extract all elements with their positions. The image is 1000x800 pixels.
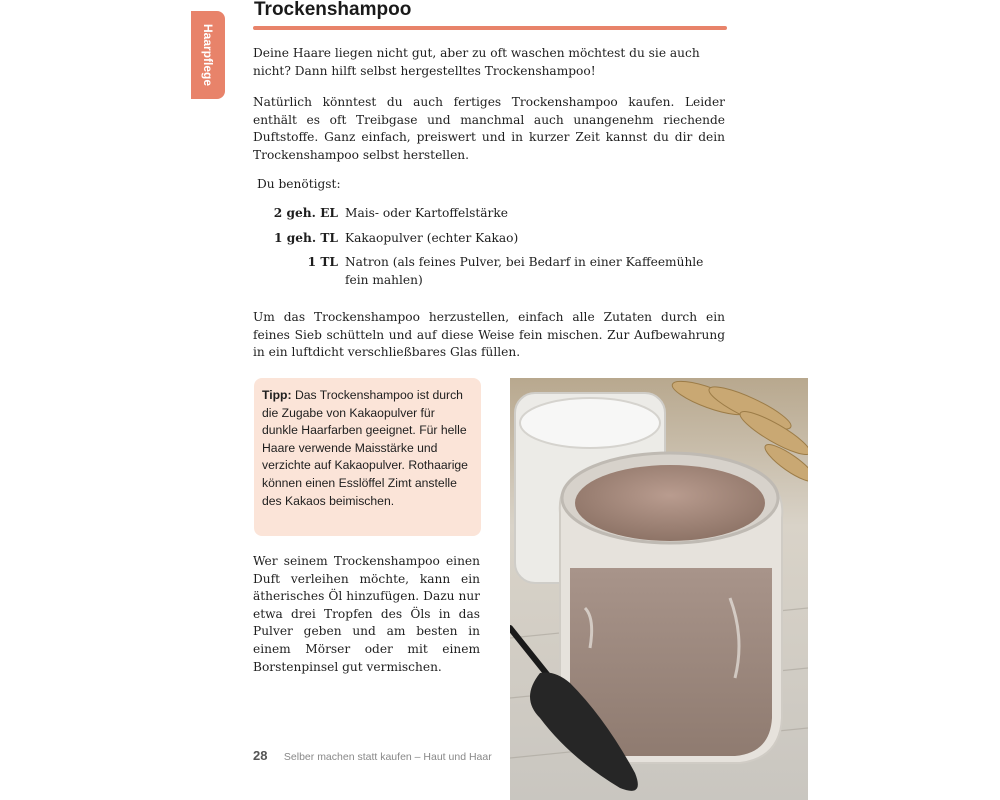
tip-text — [262, 387, 473, 510]
body-paragraph-2: Natürlich könntest du auch fertiges Trockenshampoo kaufen. Leider enthält es oft Treibgase und manchmal auch unangenehm riechende Duftstoffe. Ganz einfach, preiswert und in kurzer Zeit kannst du dir dein Trockenshampoo selbst herstellen. — [253, 95, 725, 162]
ingredient-quantity: 2 geh. EL — [273, 206, 338, 220]
title-underline — [253, 26, 727, 30]
body-paragraph-3: Um das Trockenshampoo herzustellen, einfach alle Zutaten durch ein feines Sieb schütteln und auf diese Weise fein mischen. Zur Aufbewahrung in ein luftdicht verschließbares Glas füllen. — [253, 310, 725, 360]
ingredient-row — [253, 205, 733, 223]
ingredient-row — [253, 230, 733, 248]
ingredient-description: Natron (als feines Pulver, bei Bedarf in einer Kaffeemühle fein mahlen) — [345, 255, 704, 287]
ingredient-description: Mais- oder Kartoffelstärke — [345, 206, 508, 220]
ingredients-label: Du benötigst: — [257, 177, 341, 191]
page-footer — [253, 747, 492, 765]
ingredient-quantity: 1 geh. TL — [274, 230, 338, 245]
tip-body: Das Trockenshampoo ist durch die Zugabe von Kakaopulver für dunkle Haarfarben geeignet. Für helle Haare verwende Maisstärke und verzichte auf Kakaopulver. Rothaarige können einen Esslöffel Zimt anstelle des Kakaos beimischen. — [262, 388, 468, 508]
page-number: 28 — [253, 748, 268, 763]
section-tab-label: Haarpflege — [201, 23, 215, 87]
section-tab — [191, 11, 225, 99]
ingredient-row — [253, 254, 733, 289]
tip-box — [254, 378, 481, 536]
body-paragraph-4: Wer seinem Trockenshampoo einen Duft verleihen möchte, kann ein ätherisches Öl hinzufügen. Dazu nur etwa drei Tropfen des Öls in das Pulver geben und am besten in einem Mörser oder mit einem Borstenpinsel gut vermischen. — [253, 554, 480, 674]
ingredients-list — [253, 205, 733, 296]
intro-paragraph: Deine Haare liegen nicht gut, aber zu oft waschen möchtest du sie auch nicht? Dann hilft selbst hergestelltes Trockenshampoo! — [253, 46, 700, 78]
footer-book-title: Selber machen statt kaufen – Haut und Haar — [283, 751, 492, 763]
ingredient-quantity: 1 TL — [307, 255, 338, 270]
ingredient-description: Kakaopulver (echter Kakao) — [345, 230, 519, 245]
dry-shampoo-jar-photo — [510, 378, 808, 800]
tip-label: Tipp: — [262, 388, 292, 402]
page-title: Trockenshampoo — [254, 0, 412, 20]
